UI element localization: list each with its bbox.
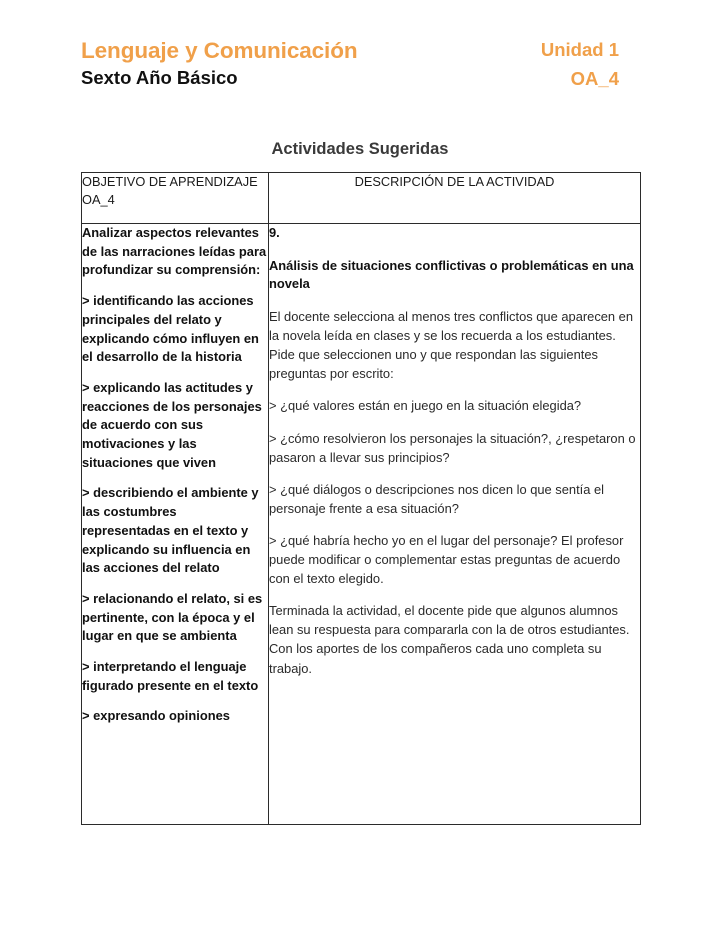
header-right-group bbox=[541, 38, 619, 91]
header-cell-objective bbox=[82, 173, 269, 224]
activity-paragraph: > ¿qué valores están en juego en la situación elegida? bbox=[269, 398, 582, 414]
objective-cell bbox=[82, 224, 269, 825]
activity-paragraph: > ¿qué diálogos o descripciones nos dicen lo que sentía el personaje frente a esa situación? bbox=[269, 481, 605, 516]
objective-paragraph: > identificando las acciones principales del relato y explicando cómo influyen en el desarrollo de la historia bbox=[82, 293, 259, 365]
description-cell bbox=[269, 224, 641, 825]
unit-label: Unidad 1 bbox=[540, 39, 619, 60]
activity-heading: Análisis de situaciones conflictivas o problemáticas en una novela bbox=[269, 257, 634, 292]
objective-paragraph: > expresando opiniones bbox=[82, 708, 230, 724]
subject-title: Lenguaje y Comunicación bbox=[81, 38, 358, 63]
header-cell-description bbox=[269, 173, 641, 224]
activity-paragraph: El docente selecciona al menos tres conflictos que aparecen en la novela leída en clases y se los recuerda a los estudiantes. Pide que seleccionen uno y que respondan las siguientes preguntas por escrito: bbox=[269, 309, 634, 382]
header-description-text: DESCRIPCIÓN DE LA ACTIVIDAD bbox=[354, 174, 555, 189]
document-header bbox=[81, 38, 619, 91]
objective-paragraph: Analizar aspectos relevantes de las narraciones leídas para profundizar su comprensión: bbox=[82, 225, 267, 278]
activities-table bbox=[81, 172, 641, 825]
activity-paragraph: Terminada la actividad, el docente pide que algunos alumnos lean su respuesta para compararla con la de otros estudiantes. Con los aportes de los compañeros cada uno completa su trabajo. bbox=[269, 603, 630, 676]
objective-paragraph: > describiendo el ambiente y las costumbres representadas en el texto y explicando su influencia en las acciones del relato bbox=[82, 485, 259, 576]
table-header-row bbox=[82, 173, 641, 224]
section-title: Actividades Sugeridas bbox=[271, 140, 449, 158]
table-content-row bbox=[82, 224, 641, 825]
activity-paragraph: > ¿cómo resolvieron los personajes la situación?, ¿respetaron o pasaron a llevar sus principios? bbox=[269, 430, 636, 465]
header-left-group bbox=[81, 38, 358, 89]
oa-code-label: OA_4 bbox=[570, 68, 619, 90]
grade-title: Sexto Año Básico bbox=[81, 66, 238, 88]
objective-paragraph: > explicando las actitudes y reacciones de los personajes de acuerdo con sus motivaciones y las situaciones que viven bbox=[82, 379, 262, 470]
activity-paragraph: > ¿qué habría hecho yo en el lugar del personaje? El profesor puede modificar o complementar estas preguntas de acuerdo con el texto elegido. bbox=[269, 532, 624, 587]
header-objective-text: OBJETIVO DE APRENDIZAJE OA_4 bbox=[82, 174, 258, 207]
activity-number: 9. bbox=[269, 225, 280, 240]
objective-paragraph: > interpretando el lenguaje figurado presente en el texto bbox=[82, 659, 259, 693]
objective-paragraph: > relacionando el relato, si es pertinente, con la época y el lugar en que se ambienta bbox=[82, 590, 263, 644]
